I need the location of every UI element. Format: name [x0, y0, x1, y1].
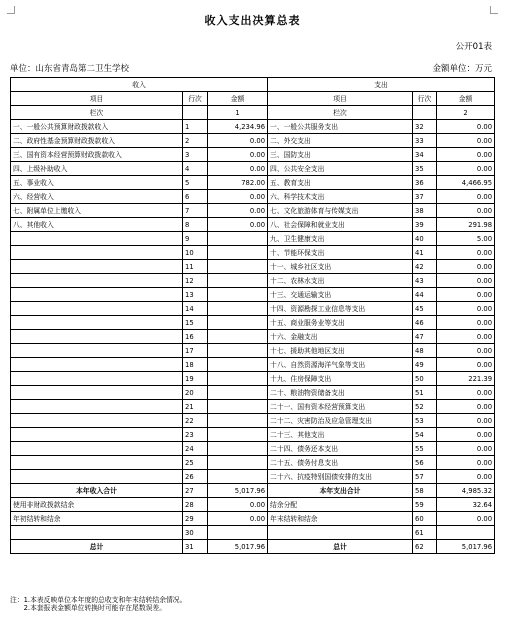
income-line-cell: 20 [183, 386, 208, 400]
expense-line-cell: 43 [413, 274, 437, 288]
expense-item-cell: 六、科学技术支出 [268, 190, 413, 204]
table-row [11, 232, 495, 246]
opening-balance-line: 29 [183, 512, 208, 526]
empty-income-amount [208, 526, 268, 540]
income-item-cell [11, 372, 183, 386]
income-item-cell: 三、国有资本经营预算财政拨款收入 [11, 148, 183, 162]
expense-line-cell: 33 [413, 134, 437, 148]
table-row [11, 288, 495, 302]
expense-item-cell: 二十六、抗疫特别国债安排的支出 [268, 470, 413, 484]
expense-item-cell: 二十五、债务付息支出 [268, 456, 413, 470]
income-amount-cell: 0.00 [208, 218, 268, 232]
table-row [11, 358, 495, 372]
surplus-distribution-line: 59 [413, 498, 437, 512]
income-item-cell [11, 386, 183, 400]
expense-item-cell: 三、国防支出 [268, 148, 413, 162]
expense-item-cell: 十五、商业服务业等支出 [268, 316, 413, 330]
income-column-number: 1 [208, 106, 268, 120]
income-line-cell: 25 [183, 456, 208, 470]
table-row [11, 414, 495, 428]
table-row [11, 302, 495, 316]
table-row [11, 442, 495, 456]
income-item-cell: 四、上级补助收入 [11, 162, 183, 176]
table-row [11, 134, 495, 148]
income-item-cell [11, 302, 183, 316]
income-amount-cell: 0.00 [208, 190, 268, 204]
year-total-row [11, 484, 495, 498]
expense-line-cell: 45 [413, 302, 437, 316]
expense-amount-cell: 0.00 [437, 204, 495, 218]
expense-line-cell: 55 [413, 442, 437, 456]
grand-expense-total-amount: 5,017.96 [437, 540, 495, 554]
income-amount-cell: 0.00 [208, 162, 268, 176]
expense-amount-cell: 0.00 [437, 414, 495, 428]
surplus-distribution-amount: 32.64 [437, 498, 495, 512]
expense-amount-cell: 0.00 [437, 260, 495, 274]
empty-income-line: 30 [183, 526, 208, 540]
income-line-cell: 7 [183, 204, 208, 218]
expense-line-cell: 36 [413, 176, 437, 190]
income-line-cell: 2 [183, 134, 208, 148]
table-row [11, 512, 495, 526]
expense-item-cell: 九、卫生健康支出 [268, 232, 413, 246]
income-line-cell: 9 [183, 232, 208, 246]
income-line-cell: 18 [183, 358, 208, 372]
footnotes [10, 596, 186, 612]
expense-line-cell: 50 [413, 372, 437, 386]
expense-amount-cell: 0.00 [437, 246, 495, 260]
expense-amount-cell: 0.00 [437, 344, 495, 358]
table-row [11, 400, 495, 414]
income-line-cell: 13 [183, 288, 208, 302]
expense-line-cell: 35 [413, 162, 437, 176]
table-row [11, 274, 495, 288]
income-line-cell: 4 [183, 162, 208, 176]
amount-unit: 金额单位：万元 [432, 64, 492, 74]
table-row [11, 456, 495, 470]
expense-amount-cell: 0.00 [437, 316, 495, 330]
expense-line-cell: 38 [413, 204, 437, 218]
income-line-header: 行次 [183, 92, 208, 106]
income-item-cell [11, 414, 183, 428]
expense-line-cell: 40 [413, 232, 437, 246]
expense-item-cell: 十六、金融支出 [268, 330, 413, 344]
expense-line-cell: 52 [413, 400, 437, 414]
income-item-cell [11, 274, 183, 288]
income-section-header: 收入 [11, 78, 268, 92]
expense-item-cell: 四、公共安全支出 [268, 162, 413, 176]
expense-line-cell: 32 [413, 120, 437, 134]
table-row [11, 526, 495, 540]
column-header-row [11, 92, 495, 106]
income-item-cell: 七、附属单位上缴收入 [11, 204, 183, 218]
empty-expense-amount [437, 526, 495, 540]
grand-expense-total-line: 62 [413, 540, 437, 554]
income-item-cell: 六、经营收入 [11, 190, 183, 204]
income-line-cell: 10 [183, 246, 208, 260]
opening-balance-amount: 0.00 [208, 512, 268, 526]
expense-amount-cell: 0.00 [437, 456, 495, 470]
year-expense-total-label: 本年支出合计 [268, 484, 413, 498]
expense-item-cell: 五、教育支出 [268, 176, 413, 190]
expense-amount-cell: 0.00 [437, 442, 495, 456]
expense-line-cell: 57 [413, 470, 437, 484]
income-line-cell: 16 [183, 330, 208, 344]
expense-amount-cell: 0.00 [437, 302, 495, 316]
income-item-cell [11, 246, 183, 260]
expense-amount-cell: 291.98 [437, 218, 495, 232]
table-row [11, 344, 495, 358]
grand-income-total-amount: 5,017.96 [208, 540, 268, 554]
expense-item-cell: 二十三、其他支出 [268, 428, 413, 442]
unit-name: 单位：山东省青岛第二卫生学校 [10, 64, 130, 74]
income-amount-cell [208, 274, 268, 288]
empty-income-item [11, 526, 183, 540]
grand-income-total-label: 总计 [11, 540, 183, 554]
income-amount-cell [208, 400, 268, 414]
expense-item-cell: 十四、资源勘探工业信息等支出 [268, 302, 413, 316]
expense-line-cell: 56 [413, 456, 437, 470]
income-amount-cell [208, 414, 268, 428]
income-amount-cell [208, 344, 268, 358]
income-line-cell: 26 [183, 470, 208, 484]
expense-amount-cell: 221.39 [437, 372, 495, 386]
expense-item-cell: 十九、住房保障支出 [268, 372, 413, 386]
income-amount-cell [208, 470, 268, 484]
expense-item-cell: 二十四、债务还本支出 [268, 442, 413, 456]
table-row [11, 176, 495, 190]
expense-item-cell: 十七、援助其他地区支出 [268, 344, 413, 358]
income-amount-cell [208, 428, 268, 442]
empty-expense-item [268, 526, 413, 540]
income-lanci-line [183, 106, 208, 120]
income-item-cell [11, 288, 183, 302]
table-row [11, 120, 495, 134]
income-line-cell: 17 [183, 344, 208, 358]
closing-balance-label: 年末结转和结余 [268, 512, 413, 526]
expense-amount-cell: 0.00 [437, 148, 495, 162]
income-amount-cell [208, 456, 268, 470]
income-amount-cell [208, 442, 268, 456]
table-row [11, 190, 495, 204]
table-row [11, 260, 495, 274]
expense-line-cell: 53 [413, 414, 437, 428]
expense-amount-cell: 0.00 [437, 162, 495, 176]
income-item-cell [11, 330, 183, 344]
expense-line-cell: 41 [413, 246, 437, 260]
income-line-cell: 19 [183, 372, 208, 386]
income-item-cell: 二、政府性基金预算财政拨款收入 [11, 134, 183, 148]
grand-expense-total-label: 总计 [268, 540, 413, 554]
income-line-cell: 22 [183, 414, 208, 428]
year-expense-total-amount: 4,985.32 [437, 484, 495, 498]
expense-amount-cell: 0.00 [437, 120, 495, 134]
table-row [11, 162, 495, 176]
expense-line-cell: 44 [413, 288, 437, 302]
section-header-row [11, 78, 495, 92]
expense-line-cell: 42 [413, 260, 437, 274]
expense-line-header: 行次 [413, 92, 437, 106]
expense-amount-cell: 0.00 [437, 358, 495, 372]
expense-amount-header: 金额 [437, 92, 495, 106]
year-income-total-amount: 5,017.96 [208, 484, 268, 498]
income-item-cell [11, 316, 183, 330]
income-item-header: 项目 [11, 92, 183, 106]
non-fiscal-balance-line: 28 [183, 498, 208, 512]
footnote-2: 2.本套报表金额单位转换时可能存在尾数误差。 [10, 604, 167, 612]
totals-body [11, 484, 495, 554]
table-row [11, 330, 495, 344]
non-fiscal-balance-amount: 0.00 [208, 498, 268, 512]
table-row [11, 204, 495, 218]
table-row [11, 372, 495, 386]
opening-balance-label: 年初结转和结余 [11, 512, 183, 526]
non-fiscal-balance-label: 使用非财政拨款结余 [11, 498, 183, 512]
table-row [11, 316, 495, 330]
year-income-total-line: 27 [183, 484, 208, 498]
expense-amount-cell: 0.00 [437, 274, 495, 288]
summary-table [10, 77, 495, 554]
expense-line-cell: 34 [413, 148, 437, 162]
expense-item-cell: 二十一、国有资本经营预算支出 [268, 400, 413, 414]
income-amount-header: 金额 [208, 92, 268, 106]
expense-amount-cell: 0.00 [437, 428, 495, 442]
footnote-1: 注：1.本表反映单位本年度的总收支和年末结转结余情况。 [10, 596, 187, 604]
expense-line-cell: 49 [413, 358, 437, 372]
column-number-row [11, 106, 495, 120]
income-item-cell [11, 232, 183, 246]
income-item-cell [11, 428, 183, 442]
table-row [11, 428, 495, 442]
table-row [11, 148, 495, 162]
expense-amount-cell: 0.00 [437, 386, 495, 400]
expense-amount-cell: 5.00 [437, 232, 495, 246]
income-line-cell: 14 [183, 302, 208, 316]
form-number: 公开01表 [455, 42, 492, 52]
expense-line-cell: 47 [413, 330, 437, 344]
income-line-cell: 21 [183, 400, 208, 414]
income-line-cell: 8 [183, 218, 208, 232]
income-line-cell: 11 [183, 260, 208, 274]
report-title: 收入支出决算总表 [204, 14, 301, 27]
income-line-cell: 5 [183, 176, 208, 190]
income-amount-cell [208, 260, 268, 274]
income-item-cell: 八、其他收入 [11, 218, 183, 232]
income-item-cell [11, 456, 183, 470]
closing-balance-amount: 0.00 [437, 512, 495, 526]
income-item-cell [11, 470, 183, 484]
income-amount-cell [208, 232, 268, 246]
income-amount-cell [208, 246, 268, 260]
income-line-cell: 12 [183, 274, 208, 288]
table-body [11, 78, 495, 484]
income-item-cell [11, 344, 183, 358]
expense-lanci-line [413, 106, 437, 120]
income-item-cell [11, 260, 183, 274]
expense-amount-cell: 0.00 [437, 134, 495, 148]
income-item-cell: 一、一般公共预算财政拨款收入 [11, 120, 183, 134]
expense-amount-cell: 0.00 [437, 330, 495, 344]
expense-column-number: 2 [437, 106, 495, 120]
income-amount-cell [208, 316, 268, 330]
expense-amount-cell: 0.00 [437, 400, 495, 414]
expense-item-cell: 二十二、灾害防治及应急管理支出 [268, 414, 413, 428]
table-row [11, 470, 495, 484]
expense-item-cell: 十八、自然资源海洋气象等支出 [268, 358, 413, 372]
expense-item-header: 项目 [268, 92, 413, 106]
expense-amount-cell: 0.00 [437, 190, 495, 204]
expense-item-cell: 一、一般公共服务支出 [268, 120, 413, 134]
table-row [11, 246, 495, 260]
income-amount-cell [208, 372, 268, 386]
income-line-cell: 24 [183, 442, 208, 456]
income-line-cell: 3 [183, 148, 208, 162]
income-amount-cell: 0.00 [208, 134, 268, 148]
income-amount-cell: 782.00 [208, 176, 268, 190]
surplus-distribution-label: 结余分配 [268, 498, 413, 512]
expense-lanci-label: 栏次 [268, 106, 413, 120]
income-item-cell [11, 400, 183, 414]
expense-item-cell: 十、节能环保支出 [268, 246, 413, 260]
income-item-cell [11, 442, 183, 456]
income-amount-cell: 0.00 [208, 148, 268, 162]
year-income-total-label: 本年收入合计 [11, 484, 183, 498]
expense-line-cell: 39 [413, 218, 437, 232]
income-amount-cell [208, 302, 268, 316]
expense-line-cell: 48 [413, 344, 437, 358]
expense-item-cell: 七、文化旅游体育与传媒支出 [268, 204, 413, 218]
income-line-cell: 23 [183, 428, 208, 442]
expense-line-cell: 46 [413, 316, 437, 330]
expense-amount-cell: 4,466.95 [437, 176, 495, 190]
income-amount-cell [208, 330, 268, 344]
income-amount-cell: 4,234.96 [208, 120, 268, 134]
table-row [11, 498, 495, 512]
table-row [11, 218, 495, 232]
income-amount-cell [208, 386, 268, 400]
table-row [11, 386, 495, 400]
expense-item-cell: 二、外交支出 [268, 134, 413, 148]
income-item-cell [11, 358, 183, 372]
expense-line-cell: 54 [413, 428, 437, 442]
year-expense-total-line: 58 [413, 484, 437, 498]
grand-income-total-line: 31 [183, 540, 208, 554]
empty-expense-line: 61 [413, 526, 437, 540]
income-amount-cell [208, 288, 268, 302]
expense-item-cell: 八、社会保障和就业支出 [268, 218, 413, 232]
income-line-cell: 1 [183, 120, 208, 134]
expense-item-cell: 二十、粮油物资储备支出 [268, 386, 413, 400]
closing-balance-line: 60 [413, 512, 437, 526]
expense-line-cell: 37 [413, 190, 437, 204]
expense-line-cell: 51 [413, 386, 437, 400]
expense-amount-cell: 0.00 [437, 470, 495, 484]
expense-section-header: 支出 [268, 78, 495, 92]
income-item-cell: 五、事业收入 [11, 176, 183, 190]
expense-amount-cell: 0.00 [437, 288, 495, 302]
income-amount-cell: 0.00 [208, 204, 268, 218]
income-amount-cell [208, 358, 268, 372]
expense-item-cell: 十三、交通运输支出 [268, 288, 413, 302]
income-lanci-label: 栏次 [11, 106, 183, 120]
expense-item-cell: 十二、农林水支出 [268, 274, 413, 288]
expense-item-cell: 十一、城乡社区支出 [268, 260, 413, 274]
income-line-cell: 15 [183, 316, 208, 330]
grand-total-row [11, 540, 495, 554]
income-line-cell: 6 [183, 190, 208, 204]
